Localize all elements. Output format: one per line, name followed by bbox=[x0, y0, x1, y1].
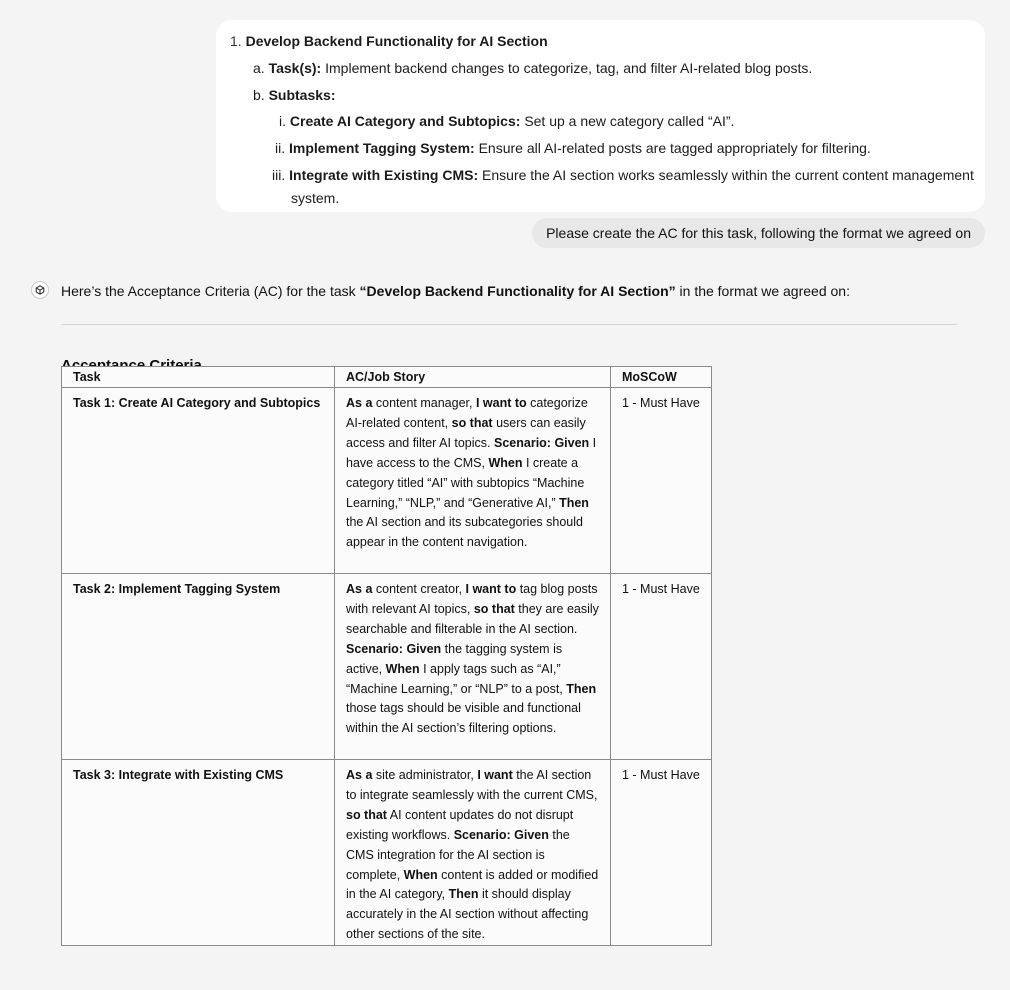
subtask-label: Create AI Category and Subtopics: bbox=[289, 113, 521, 129]
user-message-bubble bbox=[216, 20, 985, 212]
subtasks-label: Subtasks: bbox=[268, 87, 336, 103]
list-marker: a. bbox=[253, 60, 265, 76]
list-number: 1. bbox=[230, 33, 242, 49]
divider bbox=[61, 324, 957, 325]
task-text: Implement backend changes to categorize, tag, and filter AI-related blog posts. bbox=[325, 60, 813, 76]
ac-table bbox=[61, 366, 712, 946]
story-text: the tagging system is active, bbox=[346, 641, 563, 676]
header-task: Task bbox=[62, 367, 335, 388]
story-keyword: Then bbox=[566, 681, 597, 696]
task-line bbox=[253, 58, 812, 78]
story-keyword: Given bbox=[406, 641, 442, 656]
priority-cell: 1 - Must Have bbox=[611, 388, 712, 574]
story-keyword: Scenario: bbox=[346, 641, 403, 656]
subtask-label: Implement Tagging System: bbox=[289, 140, 475, 156]
task-title: Develop Backend Functionality for AI Section bbox=[245, 33, 548, 49]
story-text: I create a category titled “AI” with subtopics “Machine Learning,” “NLP,” and “Generative AI,” bbox=[346, 455, 585, 510]
story-keyword: so that bbox=[451, 415, 493, 430]
subtask-text-cont: system. bbox=[291, 190, 340, 206]
story-cell bbox=[335, 760, 611, 946]
story-keyword: As a bbox=[346, 582, 373, 596]
list-marker: ii. bbox=[275, 140, 286, 156]
header-story: AC/Job Story bbox=[335, 367, 611, 388]
user-message-text: Please create the AC for this task, following the format we agreed on bbox=[546, 225, 971, 241]
story-text: site administrator, bbox=[372, 768, 478, 782]
story-keyword: Scenario: bbox=[453, 827, 511, 842]
subtasks-line bbox=[253, 85, 336, 105]
priority-cell: 1 - Must Have bbox=[611, 574, 712, 760]
task-cell: Task 3: Integrate with Existing CMS bbox=[62, 760, 335, 946]
story-cell bbox=[335, 388, 611, 574]
subtask-item bbox=[272, 165, 974, 185]
story-text: those tags should be visible and functional within the AI section’s filtering options. bbox=[346, 701, 581, 736]
list-marker: iii. bbox=[272, 167, 286, 183]
story-text: the CMS integration for the AI section is complete, bbox=[346, 827, 570, 882]
list-marker: i. bbox=[279, 113, 286, 129]
table-header-row bbox=[62, 367, 712, 388]
story-text: the AI section and its subcategories should appear in the content navigation. bbox=[346, 515, 583, 550]
story-keyword: so that bbox=[346, 807, 387, 822]
story-keyword: so that bbox=[473, 601, 515, 616]
story-keyword: I want to bbox=[475, 396, 527, 410]
priority-cell: 1 - Must Have bbox=[611, 760, 712, 946]
story-text: it should display accurately in the AI section without affecting other sections of the site. bbox=[346, 887, 589, 942]
story-text: I apply tags such as “AI,” “Machine Learning,” or “NLP” to a post, bbox=[346, 661, 567, 696]
story-keyword: As a bbox=[346, 396, 373, 410]
story-text: categorize AI-related content, bbox=[346, 396, 588, 430]
story-text: the AI section to integrate seamlessly with the current CMS, bbox=[346, 768, 598, 802]
intro-task-name: “Develop Backend Functionality for AI Section” bbox=[359, 283, 676, 299]
task-heading-line bbox=[230, 31, 548, 51]
header-moscow: MoSCoW bbox=[611, 367, 712, 388]
story-keyword: Then bbox=[448, 887, 479, 902]
story-text: content manager, bbox=[372, 396, 476, 410]
story-cell bbox=[335, 574, 611, 760]
story-keyword: When bbox=[403, 867, 438, 882]
story-keyword: Given bbox=[554, 435, 590, 450]
task-cell: Task 1: Create AI Category and Subtopics bbox=[62, 388, 335, 574]
user-message-chip bbox=[532, 218, 985, 248]
table-row bbox=[62, 760, 712, 946]
subtask-text: Set up a new category called “AI”. bbox=[524, 113, 735, 129]
subtask-item bbox=[275, 138, 871, 158]
story-text: they are easily searchable and filterable in the AI section. bbox=[346, 601, 599, 636]
subtask-text-continued bbox=[291, 188, 339, 208]
list-marker: b. bbox=[253, 87, 265, 103]
story-text: I have access to the CMS, bbox=[346, 435, 597, 470]
task-cell: Task 2: Implement Tagging System bbox=[62, 574, 335, 760]
intro-text: Here’s the Acceptance Criteria (AC) for the task bbox=[61, 283, 360, 299]
story-text: tag blog posts with relevant AI topics, bbox=[346, 582, 598, 616]
table-row bbox=[62, 388, 712, 574]
story-keyword: I want bbox=[477, 768, 513, 782]
story-keyword: As a bbox=[346, 768, 373, 782]
story-keyword: When bbox=[488, 455, 523, 470]
story-keyword: Then bbox=[559, 495, 589, 510]
subtask-text: Ensure all AI-related posts are tagged appropriately for filtering. bbox=[478, 140, 871, 156]
story-text: AI content updates do not disrupt existing workflows. bbox=[346, 807, 574, 842]
story-text: users can easily access and filter AI topics. bbox=[346, 415, 586, 450]
story-text: content is added or modified in the AI category, bbox=[346, 867, 599, 902]
story-keyword: When bbox=[385, 661, 420, 676]
story-text: content creator, bbox=[372, 582, 466, 596]
subtask-text: Ensure the AI section works seamlessly within the current content management bbox=[482, 167, 974, 183]
intro-text-end: in the format we agreed on: bbox=[675, 283, 850, 299]
story-keyword: I want to bbox=[465, 582, 517, 596]
story-keyword: Given bbox=[514, 827, 549, 842]
openai-logo-icon bbox=[31, 281, 49, 299]
subtask-label: Integrate with Existing CMS: bbox=[289, 167, 479, 183]
story-keyword: Scenario: bbox=[494, 435, 551, 450]
table-row bbox=[62, 574, 712, 760]
ac-table-scroll[interactable] bbox=[61, 370, 712, 956]
subtask-item bbox=[279, 111, 734, 131]
assistant-intro bbox=[61, 281, 850, 301]
task-label: Task(s): bbox=[268, 60, 322, 76]
